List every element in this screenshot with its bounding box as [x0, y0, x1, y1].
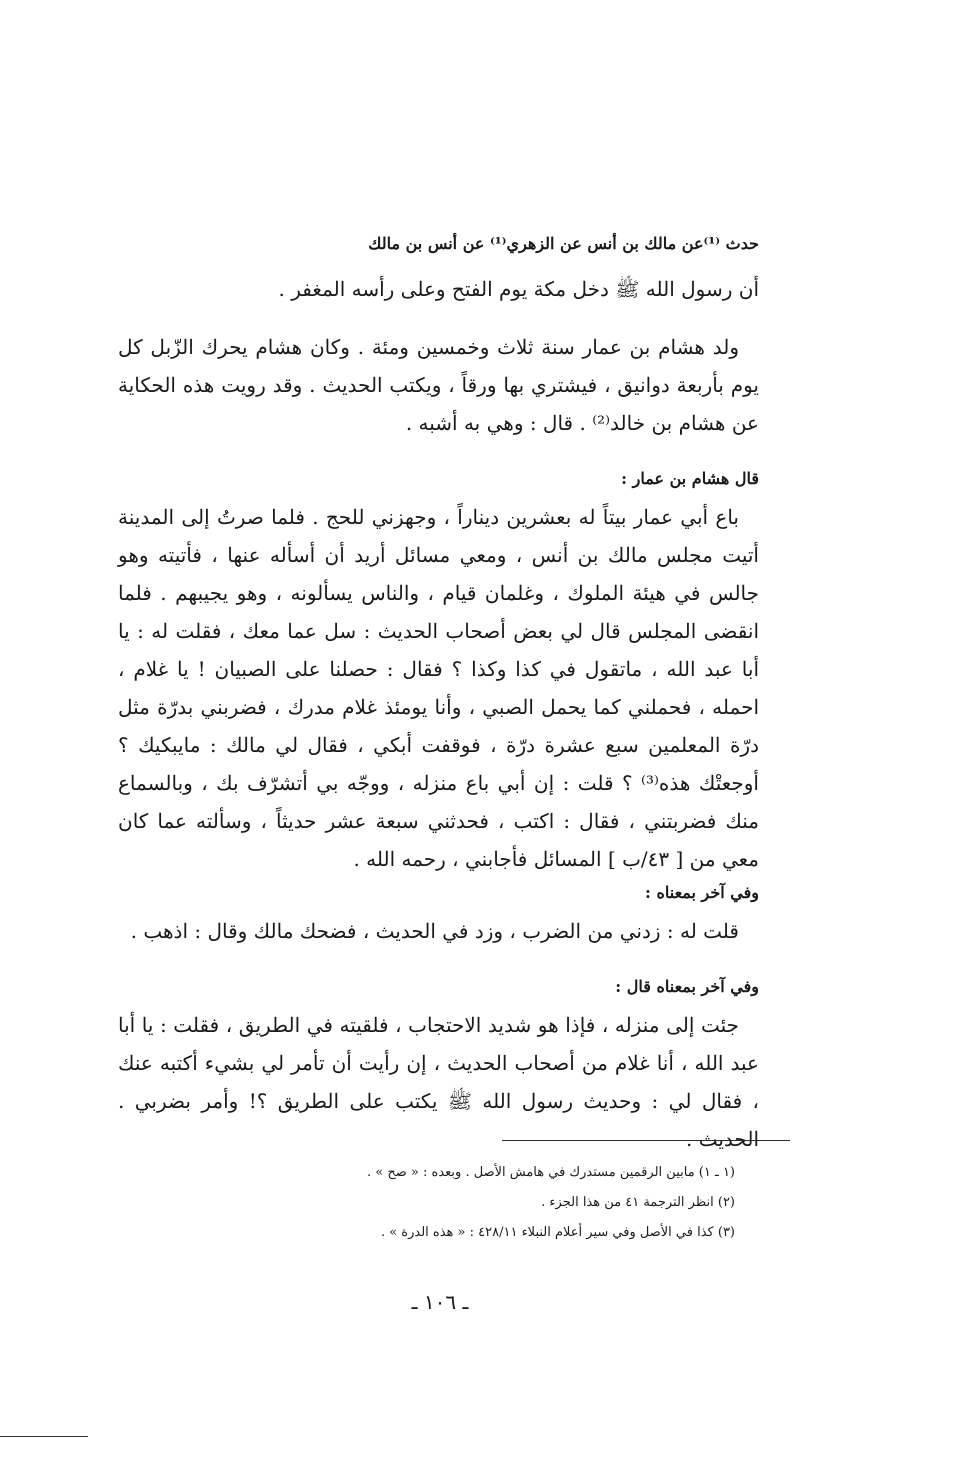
paragraph-birth: ولد هشام بن عمار سنة ثلاث وخمسين ومئة . وكان هشام يحرك الزّبل كل يوم بأربعة دوانيق ، فيشتري بها ورقاً ، ويكتب الحديث . وقد رويت هذه الحكاية عن هشام بن خالد⁽²⁾ . قال : وهي به أشبه . — [118, 335, 759, 435]
page-number: ـ ١٠٦ ـ — [411, 1290, 469, 1314]
section-heading-2: وفي آخر بمعناه : — [645, 883, 759, 902]
hadith-text: أن رسول الله ﷺ دخل مكة يوم الفتح وعلى رأسه المغفر . — [278, 277, 759, 301]
section-text-1: باع أبي عمار بيتاً له بعشرين ديناراً ، وجهزني للحج . فلما صرتُ إلى المدينة أتيت مجلس مالك بن أنس ، ومعي مسائل أريد أن أسأله عنها ، فأتيته وهو جالس في هيئة الملوك ، وغلمان قيام ، والناس يسألونه ، وهو يجيبهم . فلما انقضى المجلس قال لي بعض أصحاب الحديث : سل عما معك ، فقلت له : يا أبا عبد الله ، ماتقول في كذا وكذا ؟ فقال : حصلنا على الصبيان ! يا غلام ، احمله ، فحملني كما يحمل الصبي ، وأنا يومئذ غلام مدرك ، فضربني بدرّة مثل درّة المعلمين سبع عشرة درّة ، فوقفت أبكي ، فقال لي مالك : مايبكيك ؟ أوجعتْك هذه⁽³⁾ ؟ قلت : إن أبي باع منزله ، ووجّه بي أتشرّف بك ، وبالسماع منك فضربتني ، فقال : اكتب ، فحدثني سبعة عشر حديثاً ، وسألته عما كان معي من [ ٤٣/ب ] المسائل فأجابني ، رحمه الله . — [118, 505, 759, 871]
footnote-3: (٣) كذا في الأصل وفي سير أعلام النبلاء ٤٢٨/١١ : « هذه الدرة » . — [380, 1225, 735, 1240]
section-heading-1: قال هشام بن عمار : — [621, 469, 759, 488]
footnote-1: (١ ـ ١) مابين الرقمين مستدرك في هامش الأصل . وبعده : « صح » . — [367, 1165, 735, 1180]
footnote-divider — [502, 1140, 790, 1141]
footnote-2: (٢) انظر الترجمة ٤١ من هذا الجزء . — [541, 1195, 735, 1210]
isnad-line: حدث ⁽¹⁾عن مالك بن أنس عن الزهري⁽¹⁾ عن أنس بن مالك — [368, 234, 759, 253]
footnotes — [250, 1158, 735, 1248]
section-text-3: جئت إلى منزله ، فإذا هو شديد الاحتجاب ، فلقيته في الطريق ، فقلت : يا أبا عبد الله ، أنا غلام من أصحاب الحديث ، إن رأيت أن تأمر لي بشيء أكتبه عنك ، فقال لي : وحديث رسول الله ﷺ يكتب على الطريق ؟! وأمر بضربي . الحديث . — [118, 1013, 759, 1151]
scan-edge-line — [0, 1436, 88, 1437]
section-text-2: قلت له : زدني من الضرب ، وزد في الحديث ، فضحك مالك وقال : اذهب . — [130, 919, 739, 943]
section-heading-3: وفي آخر بمعناه قال : — [615, 977, 759, 996]
